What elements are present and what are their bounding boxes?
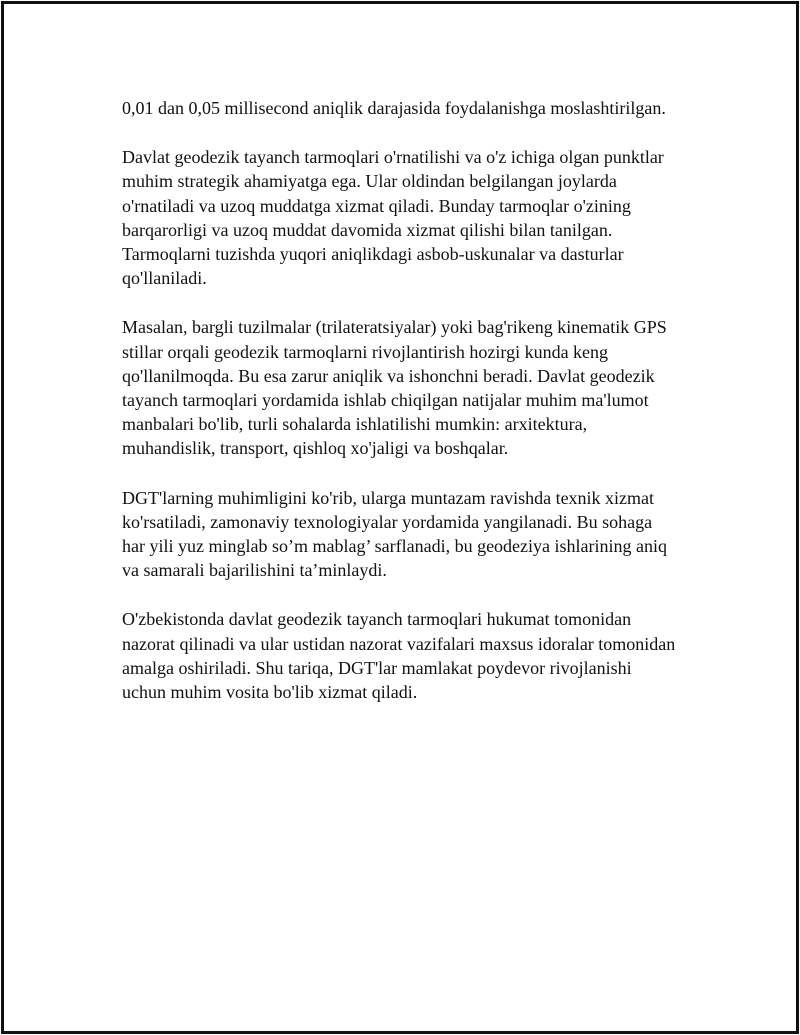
paragraph-4: [122, 486, 722, 583]
text-line: 0,01 dan 0,05 millisecond aniqlik darajasida foydalanishga moslashtirilgan.: [122, 98, 666, 118]
paragraph-1: [122, 96, 722, 120]
text-line: Tarmoqlarni tuzishda yuqori aniqlikdagi asbob-uskunalar va dasturlar: [122, 244, 624, 265]
text-line: va samarali bajarilishini ta’minlaydi.: [122, 560, 387, 581]
text-line: har yili yuz minglab so’m mablag’ sarflanadi, bu geodeziya ishlarining aniq: [122, 536, 668, 557]
text-line: stillar orqali geodezik tarmoqlarni rivojlantirish hozirgi kunda keng: [122, 341, 609, 362]
paragraph-3: [122, 315, 722, 460]
text-line: uchun muhim vosita bo'lib xizmat qiladi.: [122, 682, 418, 703]
text-line: O'zbekistonda davlat geodezik tayanch tarmoqlari hukumat tomonidan: [122, 609, 632, 630]
page-frame: [1, 1, 799, 1034]
text-line: manbalari bo'lib, turli sohalarda ishlatilishi mumkin: arxitektura,: [122, 414, 588, 435]
text-line: o'rnatiladi va uzoq muddatga xizmat qiladi. Bunday tarmoqlar o'zining: [122, 195, 631, 216]
text-line: Masalan, bargli tuzilmalar (trilateratsiyalar) yoki bag'rikeng kinematik GPS: [122, 317, 667, 338]
text-line: Davlat geodezik tayanch tarmoqlari o'rnatilishi va o'z ichiga olgan punktlar: [122, 147, 664, 168]
text-line: tayanch tarmoqlari yordamida ishlab chiqilgan natijalar muhim ma'lumot: [122, 390, 649, 411]
text-line: muhim strategik ahamiyatga ega. Ular oldindan belgilangan joylarda: [122, 171, 617, 192]
text-line: barqarorligi va uzoq muddat davomida xizmat qilishi bilan tanilgan.: [122, 219, 613, 240]
text-line: DGT'larning muhimligini ko'rib, ularga muntazam ravishda texnik xizmat: [122, 487, 655, 508]
text-line: amalga oshiriladi. Shu tariqa, DGT'lar mamlakat poydevor rivojlanishi: [122, 657, 632, 678]
document-body: [122, 96, 722, 729]
text-line: muhandislik, transport, qishloq xo'jaligi va boshqalar.: [122, 438, 509, 459]
text-line: qo'llaniladi.: [122, 268, 207, 289]
text-line: nazorat qilinadi va ular ustidan nazorat vazifalari maxsus idoralar tomonidan: [122, 633, 676, 654]
paragraph-5: [122, 607, 722, 704]
text-line: ko'rsatiladi, zamonaviy texnologiyalar yordamida yangilanadi. Bu sohaga: [122, 511, 653, 532]
paragraph-2: [122, 145, 722, 290]
text-line: qo'llanilmoqda. Bu esa zarur aniqlik va ishonchni beradi. Davlat geodezik: [122, 365, 655, 386]
